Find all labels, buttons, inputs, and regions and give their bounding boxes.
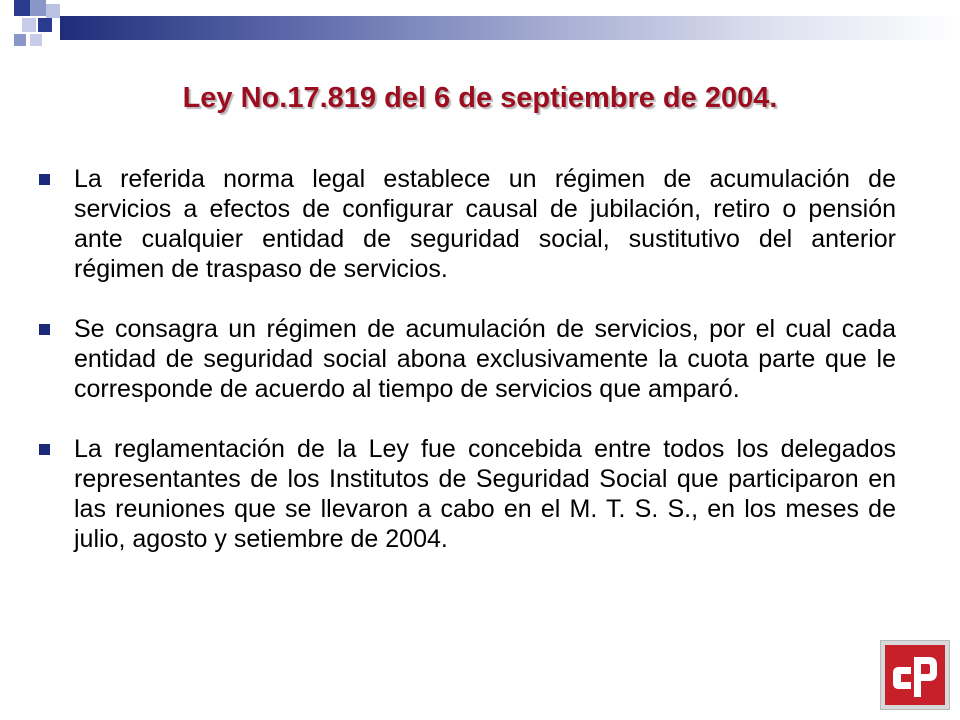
decorative-square (30, 0, 46, 16)
decorative-square (14, 34, 26, 46)
bullet-text: La referida norma legal establece un régimen de acumulación de servicios a efectos de configurar causal de jubilación, retiro o pensión ante cualquier entidad de seguridad social, sustitutivo del anterior régimen de traspaso de servicios. (74, 165, 896, 283)
square-bullet-icon (39, 324, 50, 335)
bullet-item (36, 164, 896, 284)
cjp-logo-icon (880, 640, 950, 710)
bullet-list (36, 164, 896, 584)
decorative-square (30, 34, 42, 46)
bullet-item (36, 434, 896, 554)
decorative-square (38, 18, 52, 32)
decorative-square (46, 4, 60, 18)
square-bullet-icon (39, 174, 50, 185)
cjp-logo-graphic (885, 645, 945, 705)
decorative-square (22, 18, 36, 32)
slide-title: Ley No.17.819 del 6 de septiembre de 2004. (182, 82, 778, 114)
bullet-text: Se consagra un régimen de acumulación de servicios, por el cual cada entidad de seguridad social abona exclusivamente la cuota parte que le corresponde de acuerdo al tiempo de servicios que amparó. (74, 315, 896, 403)
header-gradient-bar (60, 16, 960, 40)
bullet-text: La reglamentación de la Ley fue concebida entre todos los delegados representantes de los Institutos de Seguridad Social que participaron en las reuniones que se llevaron a cabo en el M. T. S. S., en los meses de julio, agosto y setiembre de 2004. (74, 435, 896, 553)
square-bullet-icon (39, 444, 50, 455)
bullet-item (36, 314, 896, 404)
decorative-square (14, 0, 30, 16)
